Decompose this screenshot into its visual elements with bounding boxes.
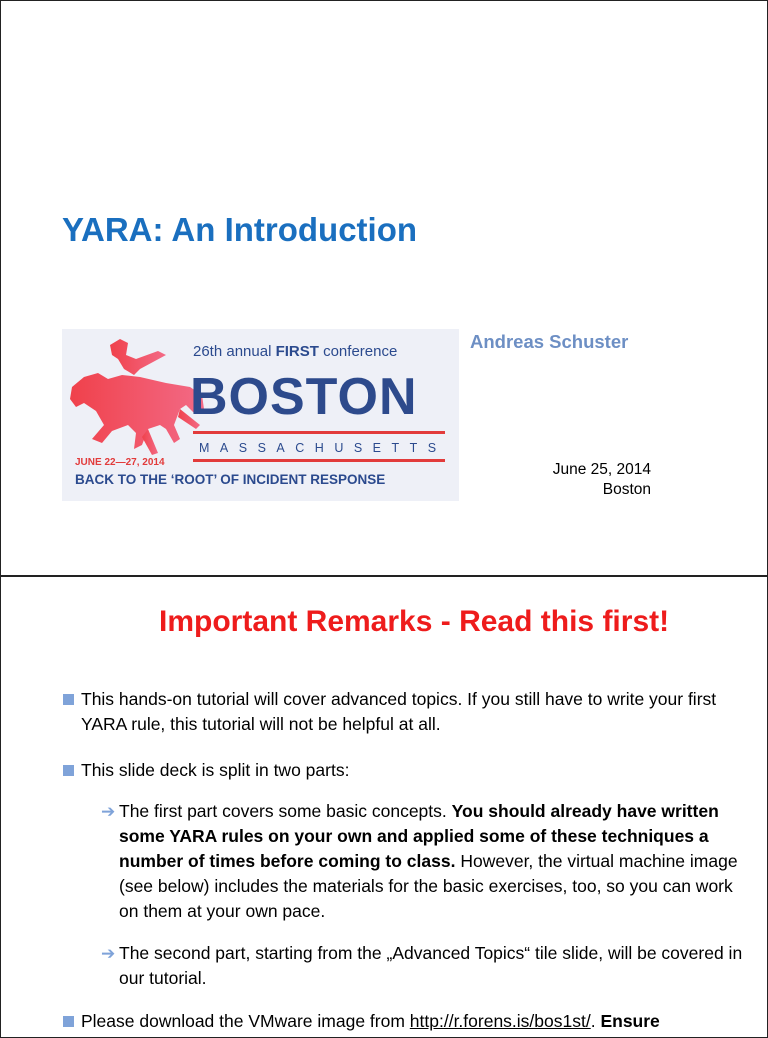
date-location	[553, 460, 651, 500]
arrow-right-icon: ➔	[101, 802, 116, 821]
sub-bullet-text: The second part, starting from the „Advanced Topics“ tile slide, will be covered in our tutorial.	[119, 943, 743, 988]
slide-heading: Important Remarks - Read this first!	[159, 605, 670, 638]
bullet-text: This hands-on tutorial will cover advanced topics. If you still have to write your first YARA rule, this tutorial will not be helpful at all.	[81, 689, 717, 734]
bullet-text: This slide deck is split in two parts:	[81, 760, 350, 780]
conference-banner	[62, 329, 459, 501]
sub-bullet-item	[63, 799, 753, 924]
bullet-text: Please download the VMware image from	[81, 1011, 405, 1031]
sub-bullet-item	[63, 941, 753, 991]
bullet-bold-text: Ensure	[600, 1011, 660, 1031]
presentation-location: Boston	[602, 481, 651, 498]
slide-title: YARA: An Introduction	[62, 211, 418, 248]
remarks-slide	[0, 576, 768, 1038]
arrow-right-icon: ➔	[101, 944, 116, 963]
bullet-item	[63, 758, 753, 783]
bullet-list	[63, 687, 753, 1034]
banner-conference-line: 26th annual FIRST conference	[193, 343, 398, 360]
download-link[interactable]: http://r.forens.is/bos1st/	[409, 1011, 591, 1031]
banner-tagline: BACK TO THE ‘ROOT’ OF INCIDENT RESPONSE	[75, 472, 386, 487]
sub-bullet-bold-text: You should already have written some YARA rules on your own and applied some of these techniques a number of times before coming to class.	[119, 801, 719, 871]
banner-dates: JUNE 22—27, 2014	[75, 457, 165, 468]
bullet-item	[63, 687, 753, 737]
presentation-date: June 25, 2014	[552, 461, 651, 478]
bullet-item: Please download the VMware image from http://r.forens.is/bos1st/. Ensure	[63, 1009, 753, 1034]
banner-city: BOSTON	[190, 368, 418, 426]
sub-bullet-text: The first part covers some basic concepts.	[119, 801, 447, 821]
sub-bullet-text-rest: However, the virtual machine image (see below) includes the materials for the basic exercises, too, so you can work on them at your own pace.	[119, 851, 738, 921]
author-name: Andreas Schuster	[470, 331, 629, 352]
banner-state: MASSACHUSETTS	[199, 441, 447, 455]
